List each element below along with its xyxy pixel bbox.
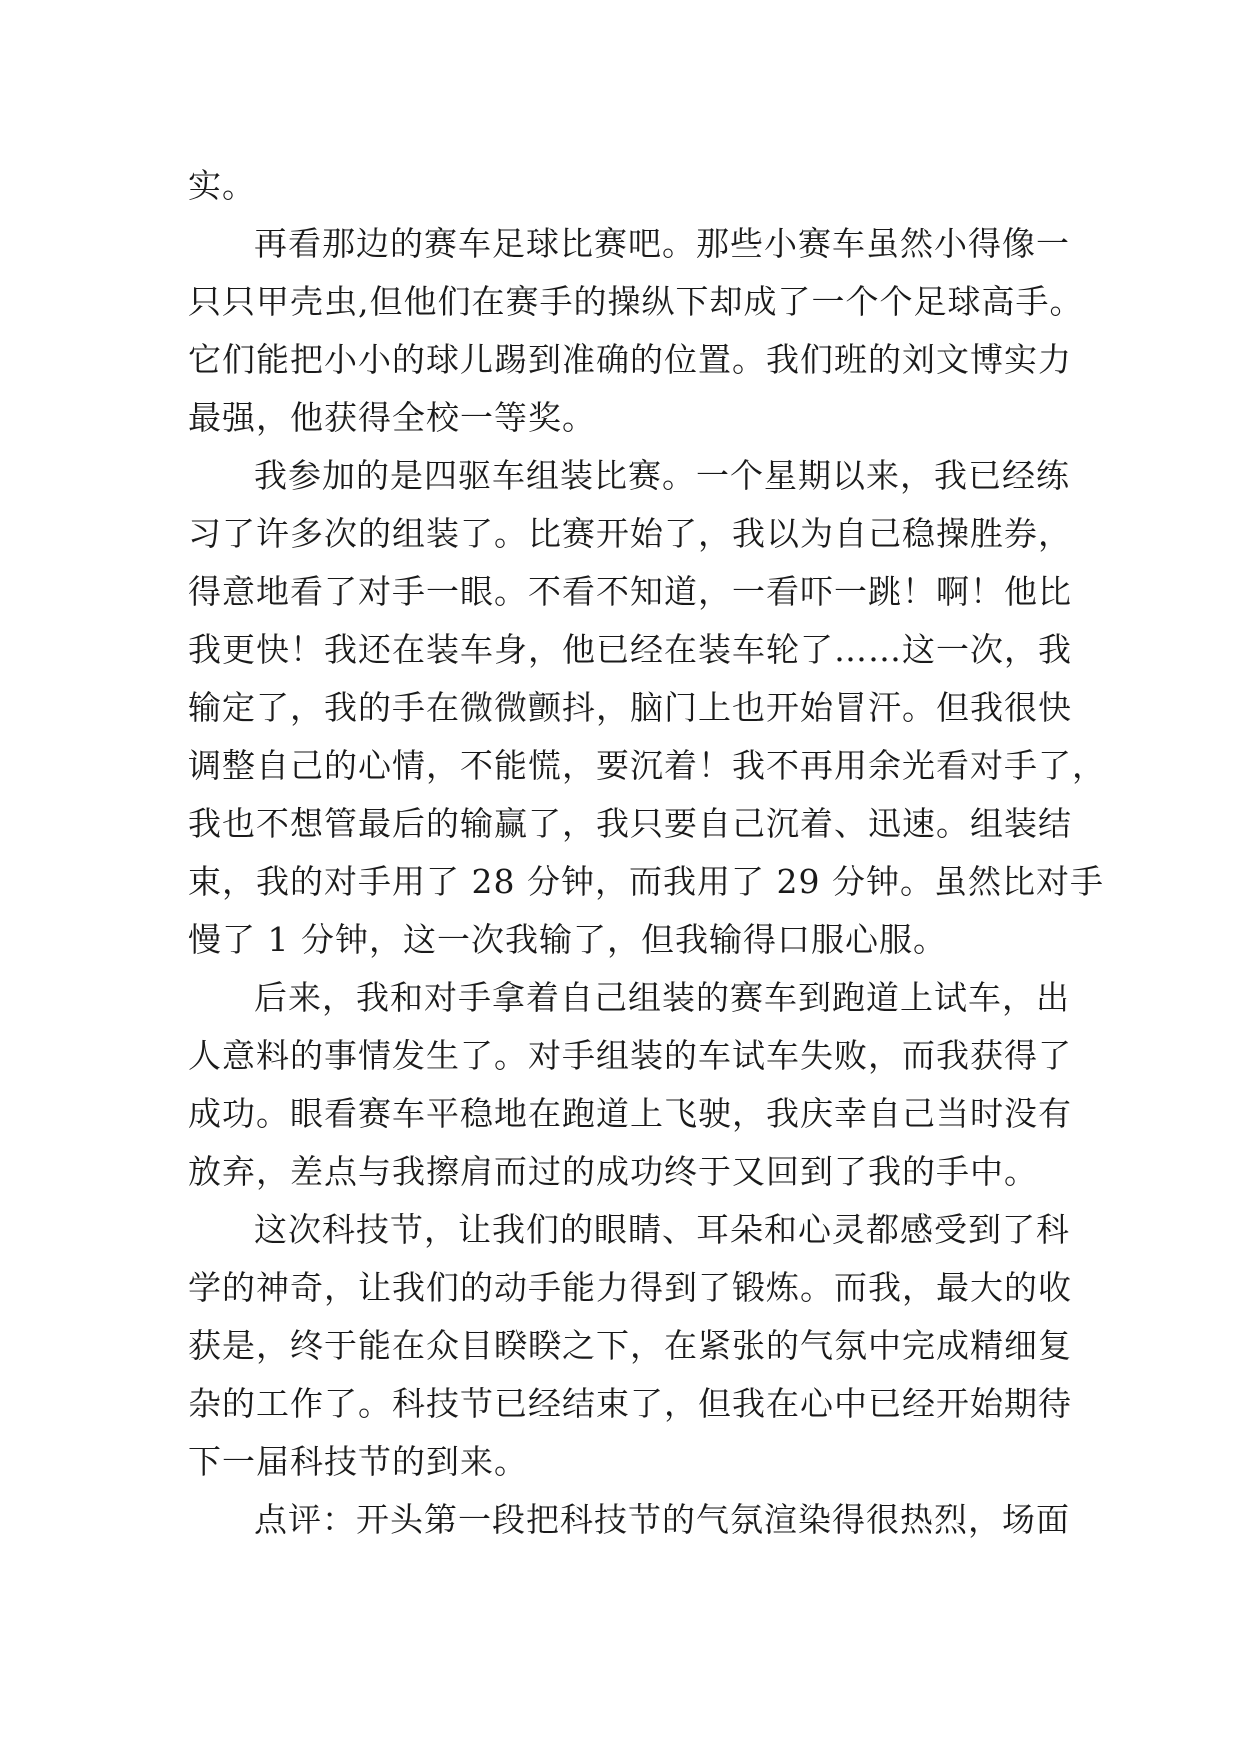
paragraph-start-line: 这次科技节，让我们的眼睛、耳朵和心灵都感受到了科 — [254, 1210, 1070, 1249]
text-line: 输定了，我的手在微微颤抖，脑门上也开始冒汗。但我很快 — [188, 688, 1072, 727]
text-line: 我更快！我还在装车身，他已经在装车轮了……这一次，我 — [188, 630, 1072, 669]
paragraph-start-line: 再看那边的赛车足球比赛吧。那些小赛车虽然小得像一 — [254, 224, 1070, 263]
paragraph-start-line: 后来，我和对手拿着自己组装的赛车到跑道上试车，出 — [254, 978, 1070, 1017]
text-line: 实。 — [188, 166, 256, 205]
text-line: 只只甲壳虫,但他们在赛手的操纵下却成了一个个足球高手。 — [188, 282, 1084, 321]
text-line: 调整自己的心情，不能慌，要沉着！我不再用余光看对手了， — [188, 746, 1106, 785]
comment-line: 点评：开头第一段把科技节的气氛渲染得很热烈，场面 — [254, 1500, 1070, 1539]
text-line: 最强，他获得全校一等奖。 — [188, 398, 596, 437]
text-line: 我也不想管最后的输赢了，我只要自己沉着、迅速。组装结 — [188, 804, 1072, 843]
text-line: 慢了 1 分钟，这一次我输了，但我输得口服心服。 — [188, 920, 947, 959]
text-line: 杂的工作了。科技节已经结束了，但我在心中已经开始期待 — [188, 1384, 1072, 1423]
text-line: 获是，终于能在众目睽睽之下，在紧张的气氛中完成精细复 — [188, 1326, 1072, 1365]
text-line: 得意地看了对手一眼。不看不知道，一看吓一跳！啊！他比 — [188, 572, 1072, 611]
text-line: 学的神奇，让我们的动手能力得到了锻炼。而我，最大的收 — [188, 1268, 1072, 1307]
text-line: 下一届科技节的到来。 — [188, 1442, 528, 1481]
text-line: 习了许多次的组装了。比赛开始了，我以为自己稳操胜券， — [188, 514, 1072, 553]
text-line: 束，我的对手用了 28 分钟，而我用了 29 分钟。虽然比对手 — [188, 862, 1104, 901]
text-line: 成功。眼看赛车平稳地在跑道上飞驶，我庆幸自己当时没有 — [188, 1094, 1072, 1133]
text-line: 放弃，差点与我擦肩而过的成功终于又回到了我的手中。 — [188, 1152, 1038, 1191]
text-line: 它们能把小小的球儿踢到准确的位置。我们班的刘文博实力 — [188, 340, 1072, 379]
text-line: 人意料的事情发生了。对手组装的车试车失败，而我获得了 — [188, 1036, 1072, 1075]
paragraph-start-line: 我参加的是四驱车组装比赛。一个星期以来，我已经练 — [254, 456, 1070, 495]
